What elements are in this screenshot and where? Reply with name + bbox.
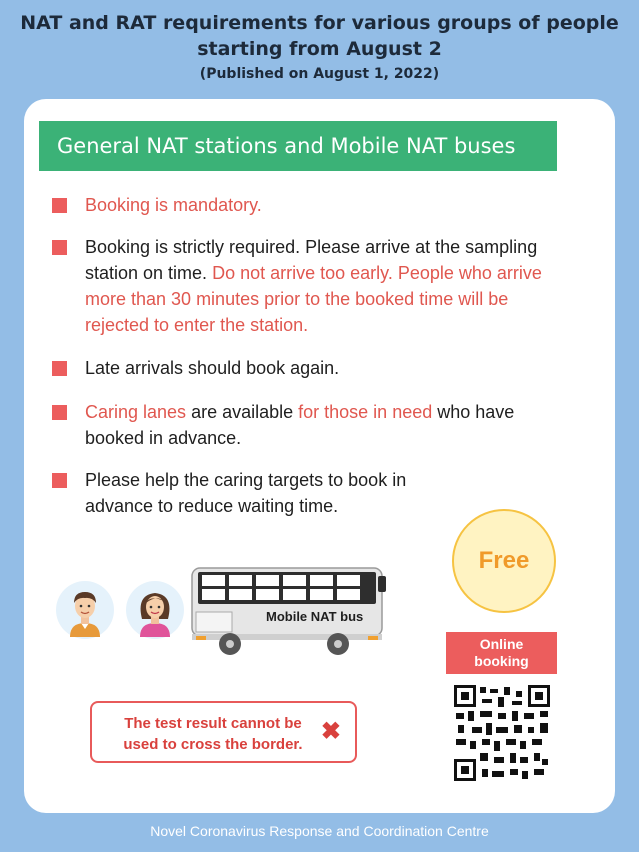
list-item-text: Caring lanes are available for those in need who have booked in advance. xyxy=(85,402,515,448)
list-item-1 xyxy=(52,192,572,218)
list-item-text: Booking is strictly required. Please arrive at the sampling station on time. Do not arrive too early. People who arrive more than 30 minutes prior to the booked time will be rejected to enter the station. xyxy=(85,237,542,335)
bullet-square-icon xyxy=(52,405,67,420)
border-warning-box xyxy=(90,701,357,763)
page-header xyxy=(0,10,639,82)
list-item-text: Please help the caring targets to book in advance to reduce waiting time. xyxy=(85,470,407,516)
online-booking-label: Online booking xyxy=(446,632,557,674)
woman-avatar-icon xyxy=(126,581,184,639)
man-avatar-icon xyxy=(56,581,114,639)
cross-icon: ✖ xyxy=(320,718,341,745)
list-item-3 xyxy=(52,355,572,381)
bus-label: Mobile NAT bus xyxy=(266,609,364,624)
list-item-text: Booking is mandatory. xyxy=(85,195,262,215)
list-item-text: Late arrivals should book again. xyxy=(85,358,340,378)
list-item-5 xyxy=(52,467,447,519)
list-item-2 xyxy=(52,234,572,338)
published-date: (Published on August 1, 2022) xyxy=(199,66,440,82)
page-title-line-2: starting from August 2 xyxy=(197,38,442,60)
warning-text: The test result cannot be used to cross the border. xyxy=(123,715,303,753)
section-banner: General NAT stations and Mobile NAT buses xyxy=(39,121,557,171)
online-booking-qr-code[interactable] xyxy=(454,685,550,781)
free-badge: Free xyxy=(452,509,556,613)
content-card xyxy=(24,99,615,813)
list-item-4 xyxy=(52,399,532,451)
bullet-square-icon xyxy=(52,240,67,255)
bullet-square-icon xyxy=(52,473,67,488)
footer-organization: Novel Coronavirus Response and Coordination Centre xyxy=(150,823,489,839)
page-title-line-1: NAT and RAT requirements for various groups of people xyxy=(20,12,619,34)
bullet-square-icon xyxy=(52,361,67,376)
bullet-square-icon xyxy=(52,198,67,213)
